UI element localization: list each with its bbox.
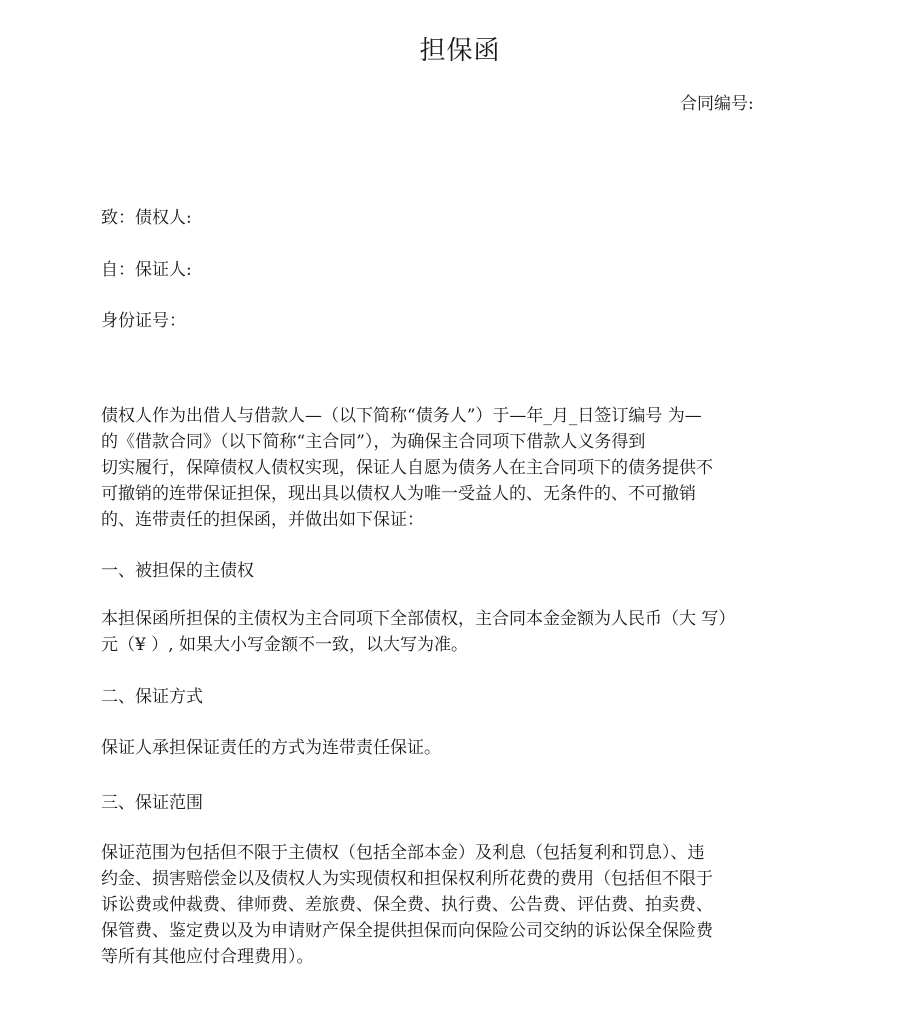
intro-line: 债权人作为出借人与借款人—（以下简称“债务人”）于—年_月_日签订编号 为— (101, 406, 702, 426)
section-3-heading: 三、保证范围 (101, 793, 203, 813)
section-3-line: 约金、损害赔偿金以及债权人为实现债权和担保权利所花费的费用（包括但不限于 (101, 869, 713, 889)
intro-line: 切实履行，保障债权人债权实现，保证人自愿为债务人在主合同项下的债务提供不 (101, 458, 713, 478)
intro-line: 可撤销的连带保证担保，现出具以债权人为唯一受益人的、无条件的、不可撤销 (101, 484, 696, 504)
section-3-line: 保管费、鉴定费以及为申请财产保全提供担保而向保险公司交纳的诉讼保全保险费 (101, 921, 713, 941)
guarantor-line: 自：保证人: (101, 260, 192, 280)
section-2-heading: 二、保证方式 (101, 687, 203, 707)
intro-line: 的、连带责任的担保函，并做出如下保证： (101, 510, 424, 530)
section-1-line: 元（¥ ）, 如果大小写金额不一致，以大写为准。 (101, 635, 469, 655)
section-3-line: 诉讼费或仲裁费、律师费、差旅费、保全费、执行费、公告费、评估费、拍卖费、 (101, 895, 713, 915)
intro-line: 的《借款合同》（以下简称“主合同”），为确保主合同项下借款人义务得到 (101, 432, 646, 452)
section-3-body (101, 840, 713, 970)
section-1-body (101, 606, 735, 658)
creditor-line: 致：债权人: (101, 208, 192, 228)
contract-number-label: 合同编号: (680, 94, 754, 114)
section-1-heading: 一、被担保的主债权 (101, 561, 254, 581)
section-3-line: 等所有其他应付合理费用）。 (101, 947, 314, 967)
section-3-line: 保证范围为包括但不限于主债权（包括全部本金）及利息（包括复利和罚息）、违 (101, 843, 705, 863)
section-2-body (101, 735, 441, 761)
intro-paragraph (101, 403, 713, 533)
section-1-line: 本担保函所担保的主债权为主合同项下全部债权，主合同本金金额为人民币（大 写） (101, 609, 736, 629)
document-title: 担保函 (419, 36, 501, 66)
section-2-line: 保证人承担保证责任的方式为连带责任保证。 (101, 738, 441, 758)
id-number-line: 身份证号： (101, 311, 186, 331)
